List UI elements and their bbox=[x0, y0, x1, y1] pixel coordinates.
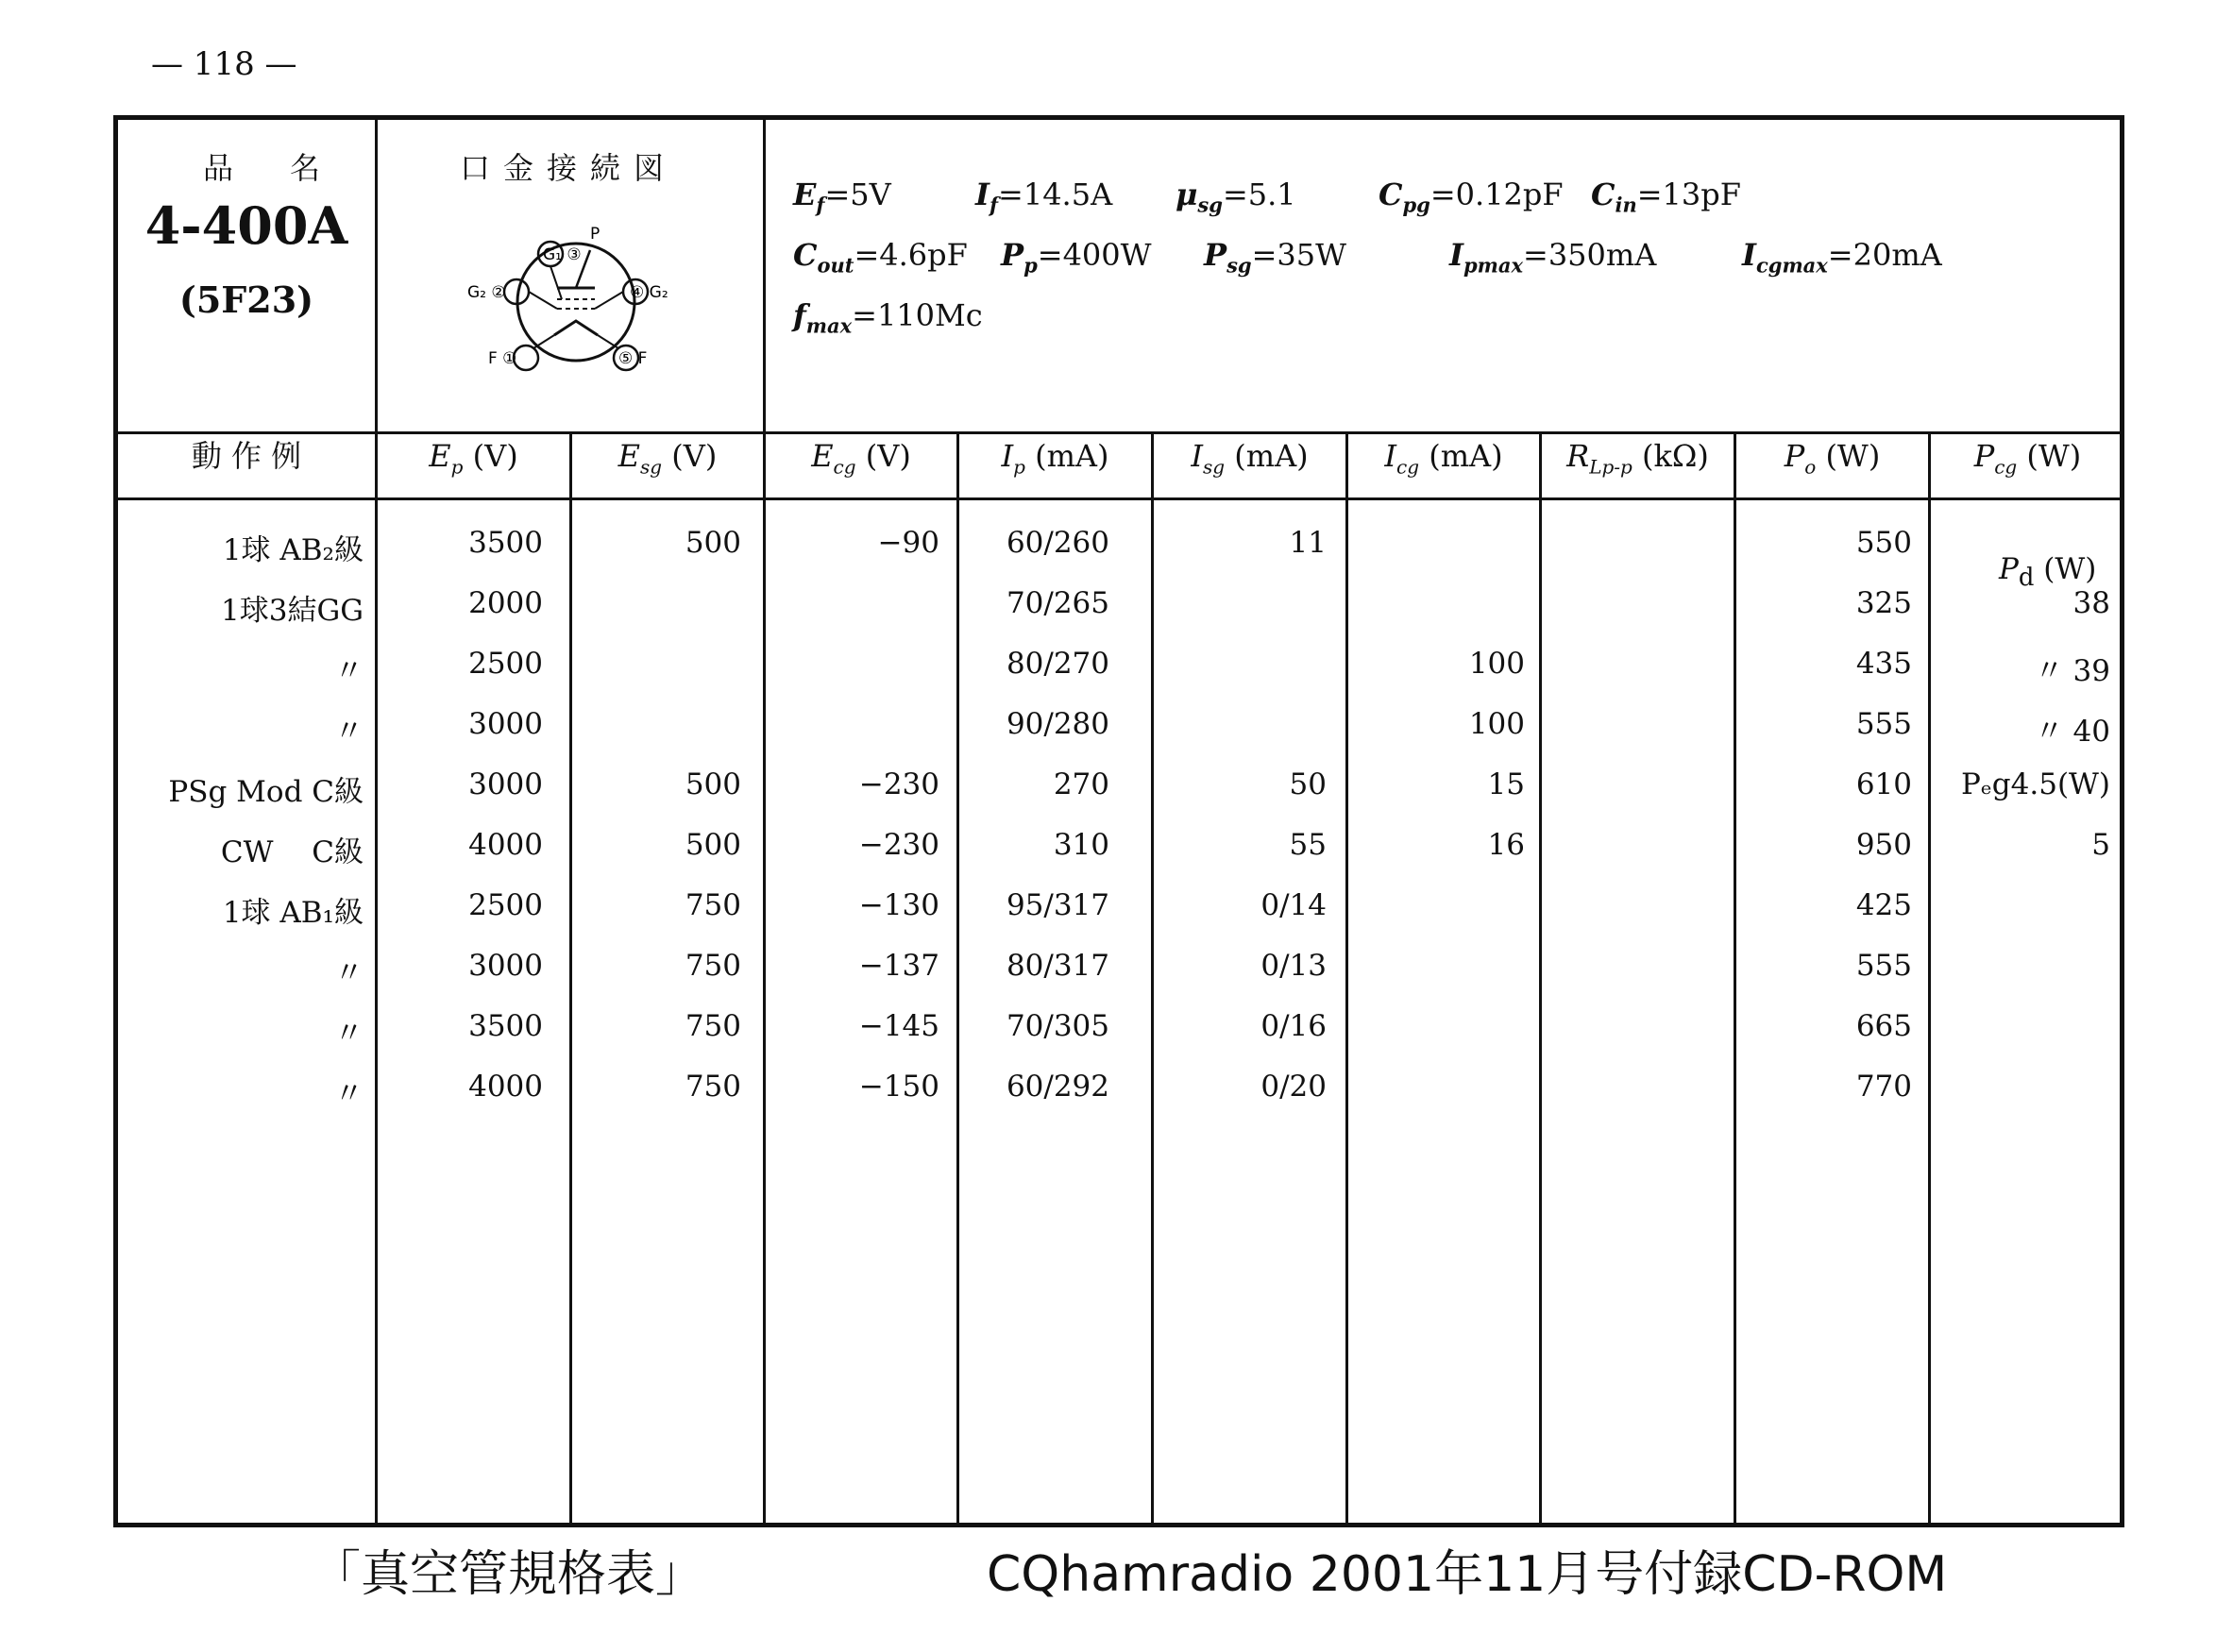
pin-label-g2-right: ④ G₂ bbox=[630, 283, 668, 302]
cell-cond: 〃 bbox=[334, 1017, 364, 1051]
cell-isg: 0/20 bbox=[1260, 1070, 1327, 1104]
cell-esg: 500 bbox=[685, 526, 741, 560]
col-divider-6 bbox=[1345, 431, 1348, 1527]
cell-po: 550 bbox=[1855, 526, 1912, 560]
tube-base-diagram bbox=[467, 194, 685, 420]
cell-ecg: −145 bbox=[858, 1009, 939, 1043]
spec-i-cgmax: $I_{cgmax}=20mA$ bbox=[1742, 237, 1942, 278]
cell-esg: 750 bbox=[685, 1070, 741, 1104]
cell-po: 425 bbox=[1855, 888, 1912, 922]
col-divider-9 bbox=[1928, 431, 1931, 1527]
cell-isg: 0/16 bbox=[1260, 1009, 1327, 1043]
cell-icg: 16 bbox=[1487, 828, 1525, 862]
cell-icg: 15 bbox=[1487, 767, 1525, 801]
cell-po: 665 bbox=[1855, 1009, 1912, 1043]
cell-cond: PSg Mod C級 bbox=[168, 775, 364, 809]
cell-po: 325 bbox=[1855, 586, 1912, 620]
col-header-operation: 動 作 例 bbox=[191, 438, 302, 474]
cell-icg: 100 bbox=[1468, 647, 1525, 681]
cell-ip: 60/260 bbox=[1006, 526, 1109, 560]
col-divider-1 bbox=[375, 120, 378, 1527]
cell-cond: 〃 bbox=[334, 654, 364, 688]
spec-p-p: $P_p=400W$ bbox=[1001, 237, 1152, 278]
cell-ip: 95/317 bbox=[1006, 888, 1109, 922]
cell-ep: 3500 bbox=[468, 526, 543, 560]
cell-po: 435 bbox=[1855, 647, 1912, 681]
cell-isg: 0/14 bbox=[1260, 888, 1327, 922]
cell-cond: 〃 bbox=[334, 956, 364, 990]
cell-cond: 1球3結GG bbox=[221, 594, 364, 628]
cell-ep: 3000 bbox=[468, 767, 543, 801]
pin-label-g2-left: G₂ ② bbox=[467, 283, 506, 302]
pin-label-f-left: F ① bbox=[488, 349, 517, 368]
cell-pcg: 5 bbox=[2091, 828, 2110, 862]
cell-ep: 3000 bbox=[468, 707, 543, 741]
cell-pcg: Pₑg4.5(W) bbox=[1960, 767, 2110, 801]
col-divider-4 bbox=[956, 431, 959, 1527]
cell-ip: 80/317 bbox=[1006, 949, 1109, 983]
cell-ep: 4000 bbox=[468, 828, 543, 862]
spec-c-in: $C_{in}=13pF$ bbox=[1591, 177, 1741, 217]
cell-ip: 60/292 bbox=[1006, 1070, 1109, 1104]
cell-ep: 3500 bbox=[468, 1009, 543, 1043]
cell-ecg: −137 bbox=[858, 949, 939, 983]
cell-ecg: −130 bbox=[858, 888, 939, 922]
spec-i-f: $I_f=14.5A$ bbox=[975, 177, 1113, 217]
cell-esg: 750 bbox=[685, 888, 741, 922]
col-header-r-lp-p: $R_{Lp-p}$ (kΩ) bbox=[1566, 438, 1709, 479]
cell-pcg: 38 bbox=[2072, 586, 2110, 620]
cell-cond: 〃 bbox=[334, 1077, 364, 1111]
cell-ep: 3000 bbox=[468, 949, 543, 983]
cell-isg: 50 bbox=[1289, 767, 1327, 801]
col-header-e-p: $E_p$ (V) bbox=[429, 438, 518, 479]
cell-ecg: −230 bbox=[858, 767, 939, 801]
spec-i-pmax: $I_{pmax}=350mA$ bbox=[1449, 237, 1657, 278]
cell-esg: 500 bbox=[685, 828, 741, 862]
spec-sheet bbox=[113, 115, 2124, 1527]
pd-label: $P_d$ (W) bbox=[1999, 552, 2097, 593]
part-number: 4-400A bbox=[144, 195, 348, 256]
col-header-e-sg: $E_{sg}$ (V) bbox=[617, 438, 718, 479]
cell-ecg: −150 bbox=[858, 1070, 939, 1104]
cell-isg: 0/13 bbox=[1260, 949, 1327, 983]
cell-ecg: −230 bbox=[858, 828, 939, 862]
cell-cond: 1球 AB₁級 bbox=[222, 896, 364, 930]
cell-esg: 750 bbox=[685, 1009, 741, 1043]
column-header-divider bbox=[118, 497, 2120, 500]
spec-e-f: $E_f=5V$ bbox=[793, 177, 891, 217]
spec-f-max: $f_{max}=110Mc$ bbox=[793, 297, 983, 338]
cell-po: 770 bbox=[1855, 1070, 1912, 1104]
col-header-i-cg: $I_{cg}$ (mA) bbox=[1384, 438, 1503, 479]
cell-esg: 750 bbox=[685, 949, 741, 983]
cell-ep: 2500 bbox=[468, 888, 543, 922]
cell-ip: 70/305 bbox=[1006, 1009, 1109, 1043]
page-number: — 118 — bbox=[151, 45, 297, 83]
col-divider-3 bbox=[763, 120, 766, 1527]
pin-label-f-right: ⑤ F bbox=[618, 349, 648, 368]
spec-μ-sg: $\mu_{sg}=5.1$ bbox=[1176, 177, 1296, 217]
spec-c-out: $C_{out}=4.6pF$ bbox=[793, 237, 968, 278]
cell-po: 950 bbox=[1855, 828, 1912, 862]
col-header-e-cg: $E_{cg}$ (V) bbox=[811, 438, 911, 479]
cell-ip: 270 bbox=[1053, 767, 1109, 801]
cell-cond: CW C級 bbox=[220, 835, 364, 869]
cell-esg: 500 bbox=[685, 767, 741, 801]
cell-ip: 80/270 bbox=[1006, 647, 1109, 681]
col-divider-7 bbox=[1539, 431, 1542, 1527]
col-header-i-sg: $I_{sg}$ (mA) bbox=[1191, 438, 1309, 479]
cell-ip: 310 bbox=[1053, 828, 1109, 862]
cell-isg: 55 bbox=[1289, 828, 1327, 862]
cell-ecg: −90 bbox=[877, 526, 939, 560]
spec-c-pg: $C_{pg}=0.12pF$ bbox=[1379, 177, 1564, 217]
footer-title: 「真空管規格表」 bbox=[312, 1546, 705, 1603]
cell-ep: 4000 bbox=[468, 1070, 543, 1104]
col-header-i-p: $I_p$ (mA) bbox=[1001, 438, 1109, 479]
cell-cond: 1球 AB₂級 bbox=[222, 533, 364, 567]
cell-po: 610 bbox=[1855, 767, 1912, 801]
pin-label-p: P bbox=[590, 225, 601, 244]
cell-po: 555 bbox=[1855, 949, 1912, 983]
cell-pcg: 〃 39 bbox=[2034, 654, 2110, 688]
col-divider-5 bbox=[1151, 431, 1154, 1527]
alt-part-number: (5F23) bbox=[178, 278, 314, 321]
col-header-p-o: $P_o$ (W) bbox=[1784, 438, 1881, 479]
col-divider-2 bbox=[569, 431, 572, 1527]
cell-ip: 70/265 bbox=[1006, 586, 1109, 620]
cell-ep: 2500 bbox=[468, 647, 543, 681]
cell-po: 555 bbox=[1855, 707, 1912, 741]
cell-pcg: 〃 40 bbox=[2034, 715, 2110, 749]
col-header-p-cg: $P_{cg}$ (W) bbox=[1973, 438, 2082, 479]
cell-icg: 100 bbox=[1468, 707, 1525, 741]
spec-p-sg: $P_{sg}=35W$ bbox=[1204, 237, 1346, 278]
col-divider-8 bbox=[1734, 431, 1736, 1527]
cell-ep: 2000 bbox=[468, 586, 543, 620]
cell-cond: 〃 bbox=[334, 715, 364, 749]
cell-ip: 90/280 bbox=[1006, 707, 1109, 741]
name-label: 品 名 bbox=[203, 150, 334, 186]
footer-source: CQhamradio 2001年11月号付録CD-ROM bbox=[987, 1546, 1948, 1603]
base-label: 口金接続図 bbox=[460, 150, 678, 186]
pin-label-g1: G₁ ③ bbox=[543, 245, 582, 264]
cell-isg: 11 bbox=[1289, 526, 1327, 560]
